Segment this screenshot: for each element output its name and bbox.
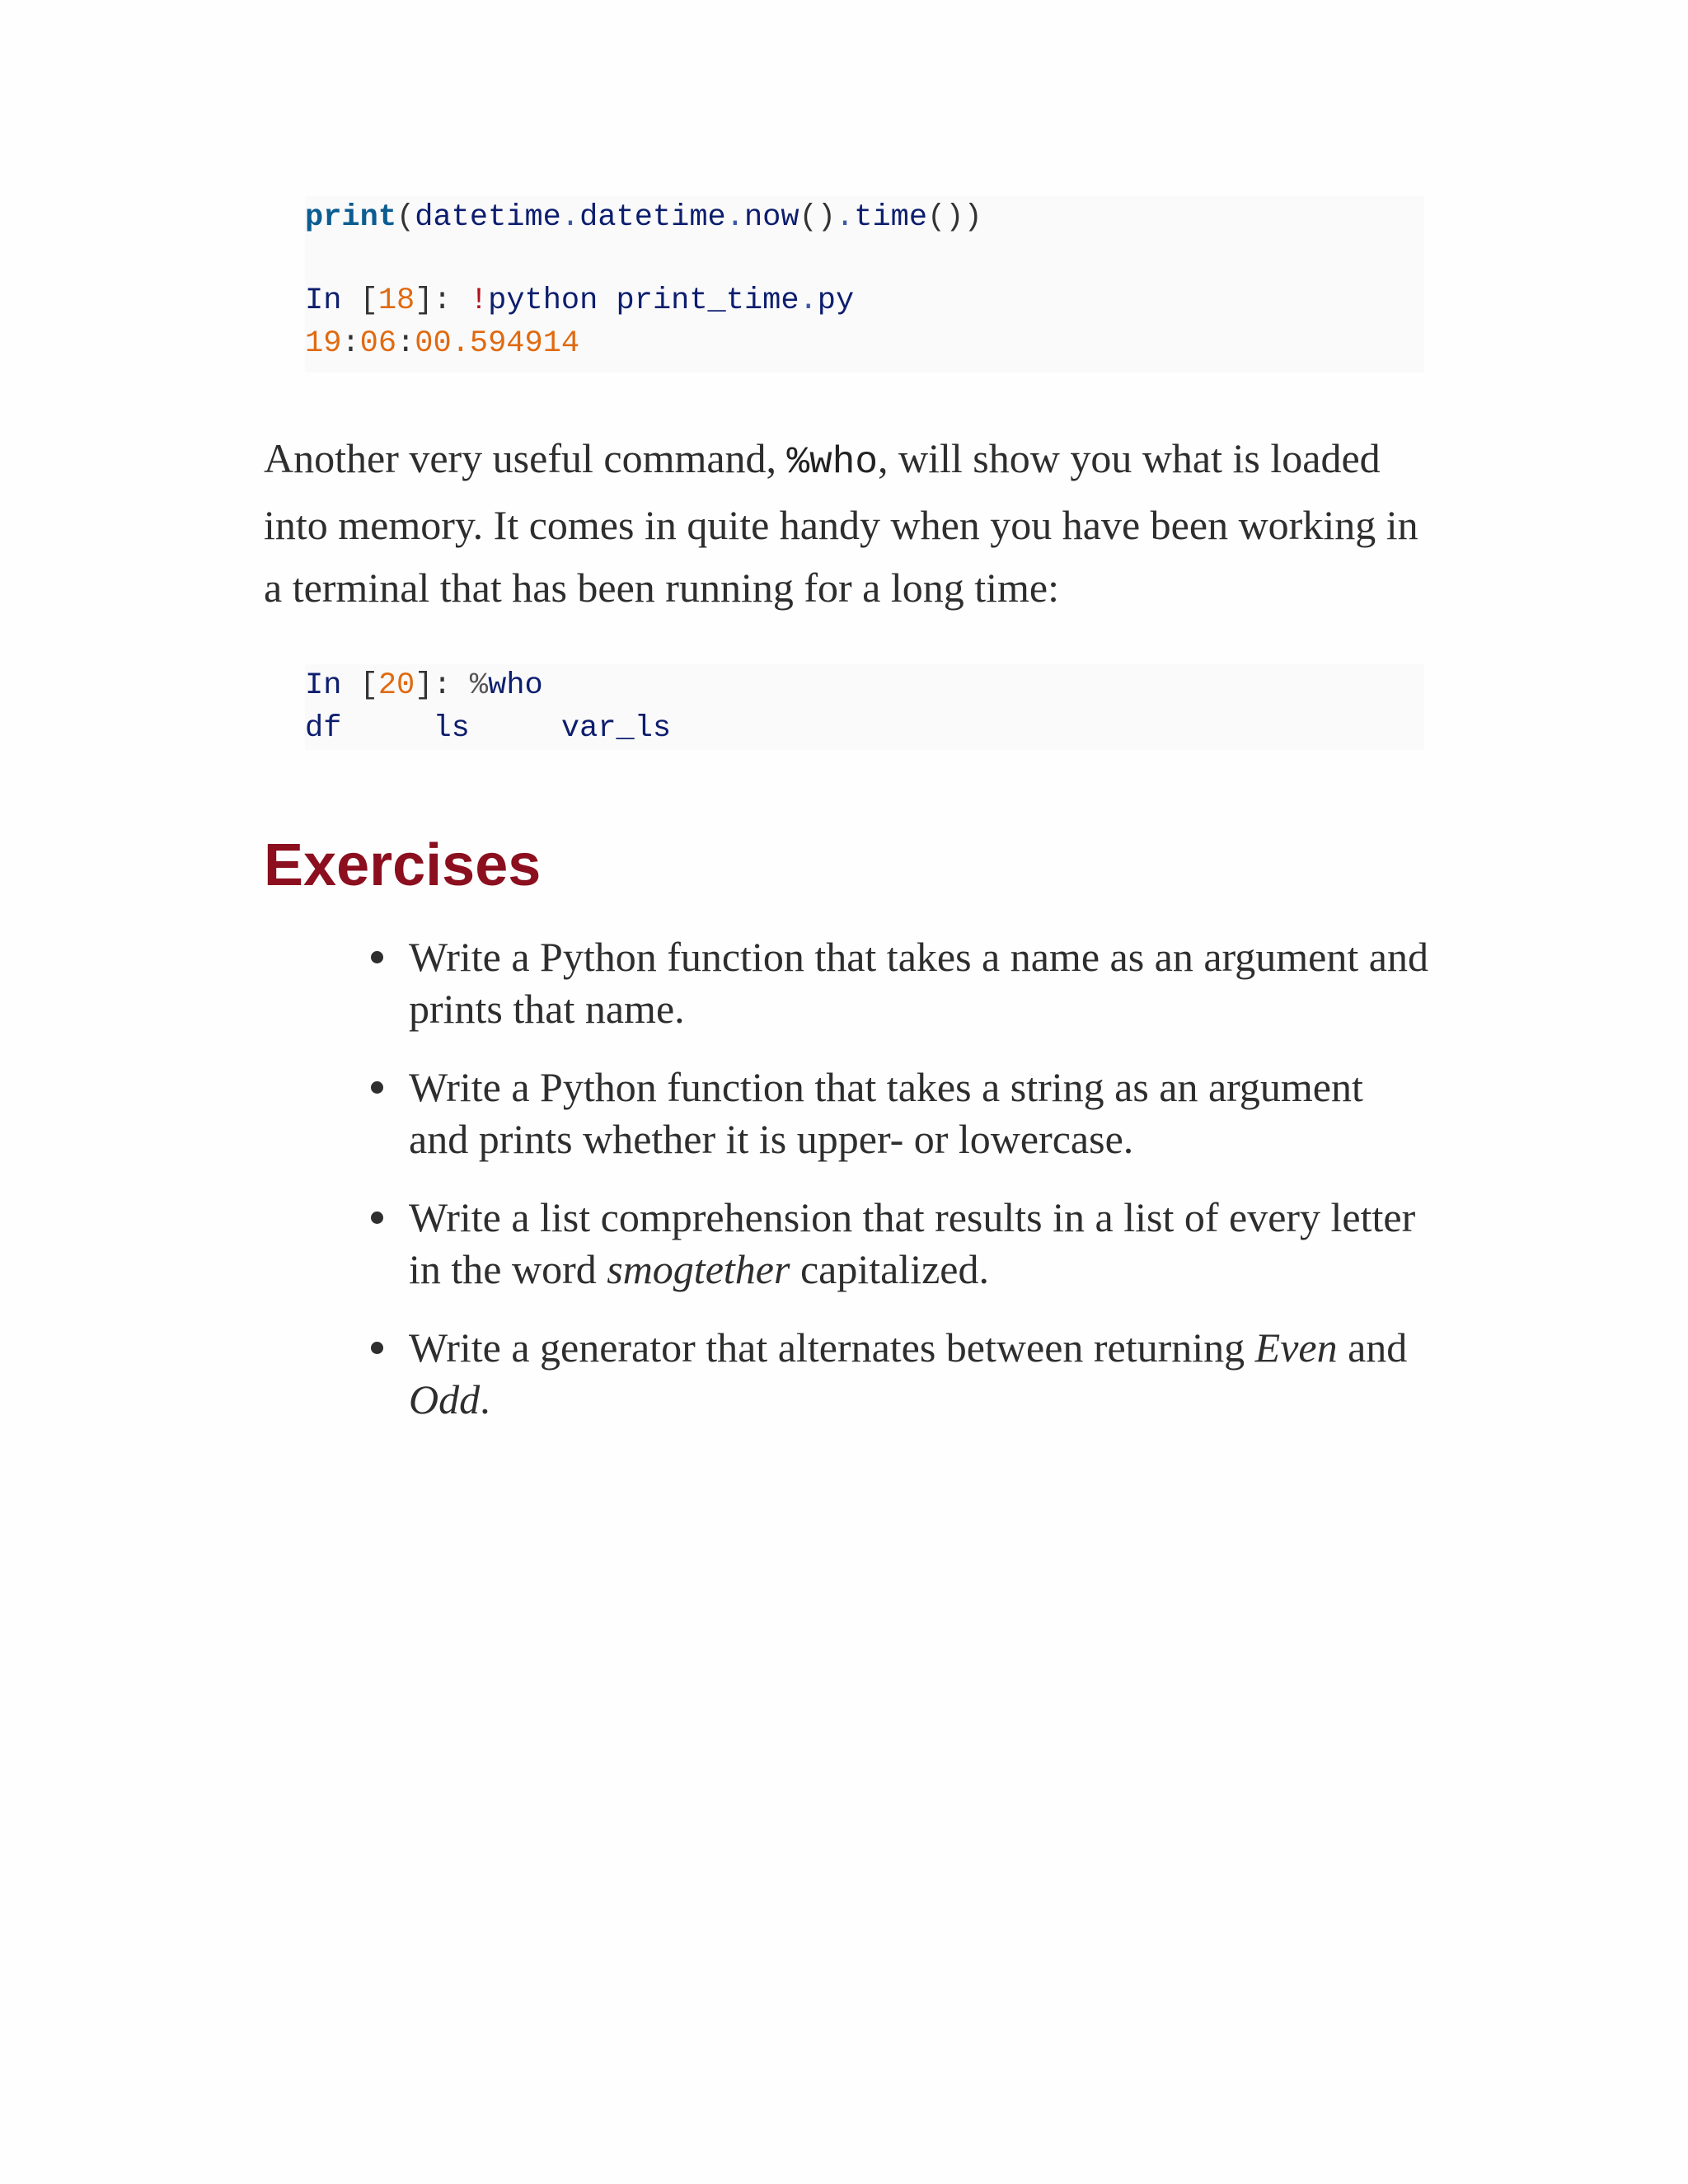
code-name: now bbox=[743, 200, 799, 235]
variable-name: var_ls bbox=[560, 711, 672, 746]
magic-percent: % bbox=[469, 668, 489, 703]
list-item-text: capitalized. bbox=[790, 1246, 989, 1292]
code-punct: ]: bbox=[415, 668, 470, 703]
code-block-print-time bbox=[305, 196, 1424, 373]
code-block-who bbox=[305, 664, 1424, 750]
spacer bbox=[470, 711, 561, 746]
prompt-in: In bbox=[305, 668, 360, 703]
code-punct: ()) bbox=[927, 200, 982, 235]
list-item-text: Write a Python function that takes a name as an argument and prints that name. bbox=[409, 934, 1428, 1032]
code-name: datetime bbox=[579, 200, 726, 235]
code-dot: . bbox=[560, 200, 580, 235]
bullet-icon bbox=[371, 1342, 383, 1354]
code-line bbox=[305, 664, 543, 707]
exercise-list bbox=[409, 931, 1431, 1452]
code-dot: . bbox=[799, 284, 818, 318]
code-line bbox=[305, 196, 982, 239]
output-seconds: 00.594914 bbox=[415, 326, 580, 361]
code-keyword: print bbox=[305, 200, 397, 235]
output-hours: 19 bbox=[305, 326, 342, 361]
code-name: time bbox=[854, 200, 928, 235]
list-item-text: Write a list comprehension that results in a list of every letter in the word bbox=[409, 1194, 1416, 1292]
inline-code: %who bbox=[786, 441, 878, 484]
code-punct: [ bbox=[359, 668, 378, 703]
list-item-text: and bbox=[1337, 1324, 1408, 1371]
list-item bbox=[409, 1192, 1431, 1296]
paragraph-text: Another very useful command, bbox=[264, 435, 787, 481]
prompt-count: 18 bbox=[377, 284, 415, 318]
list-item-text: . bbox=[480, 1376, 490, 1422]
variable-name: ls bbox=[433, 711, 470, 746]
list-item-text: Write a Python function that takes a string as an argument and prints whether it is upper- or lowercase. bbox=[409, 1064, 1363, 1162]
list-item bbox=[409, 1062, 1431, 1165]
code-name: py bbox=[817, 284, 855, 318]
bullet-icon bbox=[371, 951, 383, 963]
bullet-icon bbox=[371, 1212, 383, 1224]
code-name: datetime bbox=[415, 200, 561, 235]
emphasized-word: smogtether bbox=[607, 1246, 790, 1292]
code-output-line bbox=[305, 322, 579, 365]
emphasized-word: Even bbox=[1254, 1324, 1338, 1371]
bullet-icon bbox=[371, 1081, 383, 1094]
shell-bang: ! bbox=[469, 284, 489, 318]
variable-name: df bbox=[305, 711, 342, 746]
code-punct: ]: bbox=[415, 284, 470, 318]
prompt-count: 20 bbox=[377, 668, 415, 703]
magic-command: who bbox=[488, 668, 543, 703]
code-punct: ( bbox=[396, 200, 415, 235]
list-item bbox=[409, 931, 1431, 1035]
code-line bbox=[305, 279, 854, 322]
shell-command: python print_time bbox=[488, 284, 799, 318]
body-paragraph bbox=[264, 427, 1424, 619]
code-punct: : bbox=[341, 326, 360, 361]
spacer bbox=[341, 711, 433, 746]
list-item bbox=[409, 1322, 1431, 1426]
code-punct: : bbox=[396, 326, 415, 361]
paragraph-text: , will show you what is loaded into memory. It comes in quite handy when you have been working in a terminal that has been running for a long time: bbox=[264, 435, 1418, 611]
prompt-in: In bbox=[305, 284, 360, 318]
code-punct: () bbox=[799, 200, 837, 235]
output-minutes: 06 bbox=[359, 326, 397, 361]
code-dot: . bbox=[836, 200, 855, 235]
code-punct: [ bbox=[359, 284, 378, 318]
code-output-line bbox=[305, 707, 671, 750]
section-heading: Exercises bbox=[264, 832, 542, 898]
list-item-text: Write a generator that alternates between returning bbox=[409, 1324, 1255, 1371]
emphasized-word: Odd bbox=[409, 1376, 481, 1422]
code-dot: . bbox=[725, 200, 744, 235]
